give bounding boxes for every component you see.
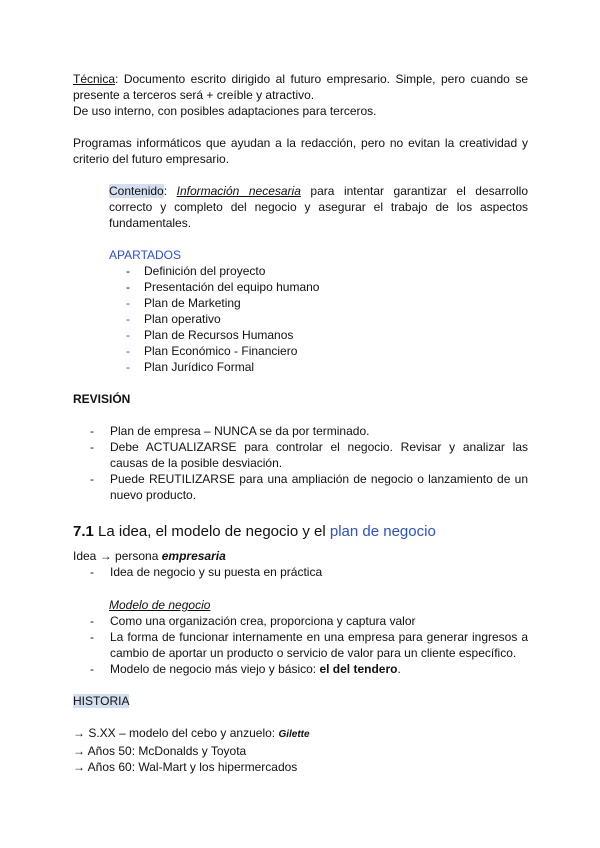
list-item [73,471,528,503]
gilette-bold: Gilette [278,729,310,740]
list-item [73,661,528,677]
dash-bullet: - [90,565,94,579]
list-item-text: Plan de Recursos Humanos [144,328,294,342]
dash-bullet: - [126,360,130,374]
list-item-suffix: . [397,662,401,676]
list-item-text: Definición del proyecto [144,264,266,278]
list-item-text: Como una organización crea, proporciona y captura valor [110,614,416,628]
contenido-text: para intentar garantizar el desarrollo correcto y completo del negocio y asegurar el trabajo de los aspectos fundamentales. [109,184,528,230]
apartados-title: APARTADOS [109,248,182,262]
idea-block [73,548,528,580]
list-item [109,295,528,311]
list-item [73,613,528,629]
section-number: 7.1 [73,523,94,540]
tecnica-label: Técnica [73,72,116,86]
dash-bullet: - [90,424,94,438]
apartados-list [109,263,528,375]
modelo-title-wrap [109,597,528,613]
modelo-list-wrap [73,613,528,677]
contenido-label: Contenido [109,184,164,198]
historia-lines [73,725,528,775]
section-heading-7-1 [73,523,436,540]
list-item-text: Modelo de negocio más viejo y básico: [110,662,320,676]
uso-paragraph: De uso interno, con posibles adaptaciones para terceros. [73,104,377,118]
list-item-text: Plan Jurídico Formal [144,360,255,374]
dash-bullet: - [90,630,94,644]
idea-list [73,564,528,580]
dash-bullet: - [90,662,94,676]
list-item [109,279,528,295]
contenido-colon: : [163,184,168,198]
list-item-text: Debe ACTUALIZARSE para controlar el negocio. Revisar y analizar las causas de la posible desviación. [110,440,528,470]
dash-bullet: - [126,328,130,342]
list-item [109,327,528,343]
revision-list-wrap [73,423,528,503]
historia-line: → Años 50: McDonalds y Toyota [73,744,247,758]
contenido-paragraph [109,183,528,231]
list-item [109,311,528,327]
revision-list [73,423,528,503]
revision-title: REVISIÓN [73,392,131,406]
list-item-text: Plan de empresa – NUNCA se da por terminado. [110,424,370,438]
list-item-text: La forma de funcionar internamente en una empresa para generar ingresos a cambio de aportar un producto o servicio de valor para un cliente específico. [110,630,528,660]
list-item [73,629,528,661]
list-item [109,263,528,279]
dash-bullet: - [90,614,94,628]
historia-line: → Años 60: Wal-Mart y los hipermercados [73,760,298,774]
section-title: La idea, el modelo de negocio y el [93,523,330,540]
dash-bullet: - [126,344,130,358]
idea-bold: empresaria [161,549,226,563]
list-item [109,359,528,375]
dash-bullet: - [126,280,130,294]
dash-bullet: - [90,472,94,486]
idea-line [73,548,528,564]
dash-bullet: - [126,264,130,278]
historia-line-text: → S.XX – modelo del cebo y anzuelo: [73,726,279,740]
list-item [73,423,528,439]
list-item [73,439,528,471]
list-item-text: Plan operativo [144,312,221,326]
list-item-text: Presentación del equipo humano [144,280,320,294]
list-item-text: Plan Económico - Financiero [144,344,298,358]
dash-bullet: - [126,296,130,310]
historia-title-wrap [73,693,528,709]
plan-de-negocio-link[interactable]: plan de negocio [329,523,436,540]
modelo-list [73,613,528,677]
dash-bullet: - [126,312,130,326]
apartados-section [109,247,528,375]
list-item [73,564,528,580]
list-item-text: Puede REUTILIZARSE para una ampliación de negocio o lanzamiento de un nuevo producto. [110,472,528,502]
list-item-text: Plan de Marketing [144,296,241,310]
programas-paragraph: Programas informáticos que ayudan a la redacción, pero no evitan la creatividad y criterio del futuro empresario. [73,136,528,166]
informacion-necesaria: Información necesaria [176,184,301,198]
historia-line [73,725,528,743]
tendero-bold: el del tendero [319,662,398,676]
list-item-text: Idea de negocio y su puesta en práctica [110,565,323,579]
idea-prefix: Idea → persona [73,549,162,563]
modelo-title: Modelo de negocio [109,598,211,612]
tecnica-paragraph [73,71,528,103]
dash-bullet: - [90,440,94,454]
historia-title: HISTORIA [73,694,130,708]
list-item [109,343,528,359]
tecnica-text: : Documento escrito dirigido al futuro empresario. Simple, pero cuando se presente a terceros será + creíble y atractivo. [73,72,528,102]
